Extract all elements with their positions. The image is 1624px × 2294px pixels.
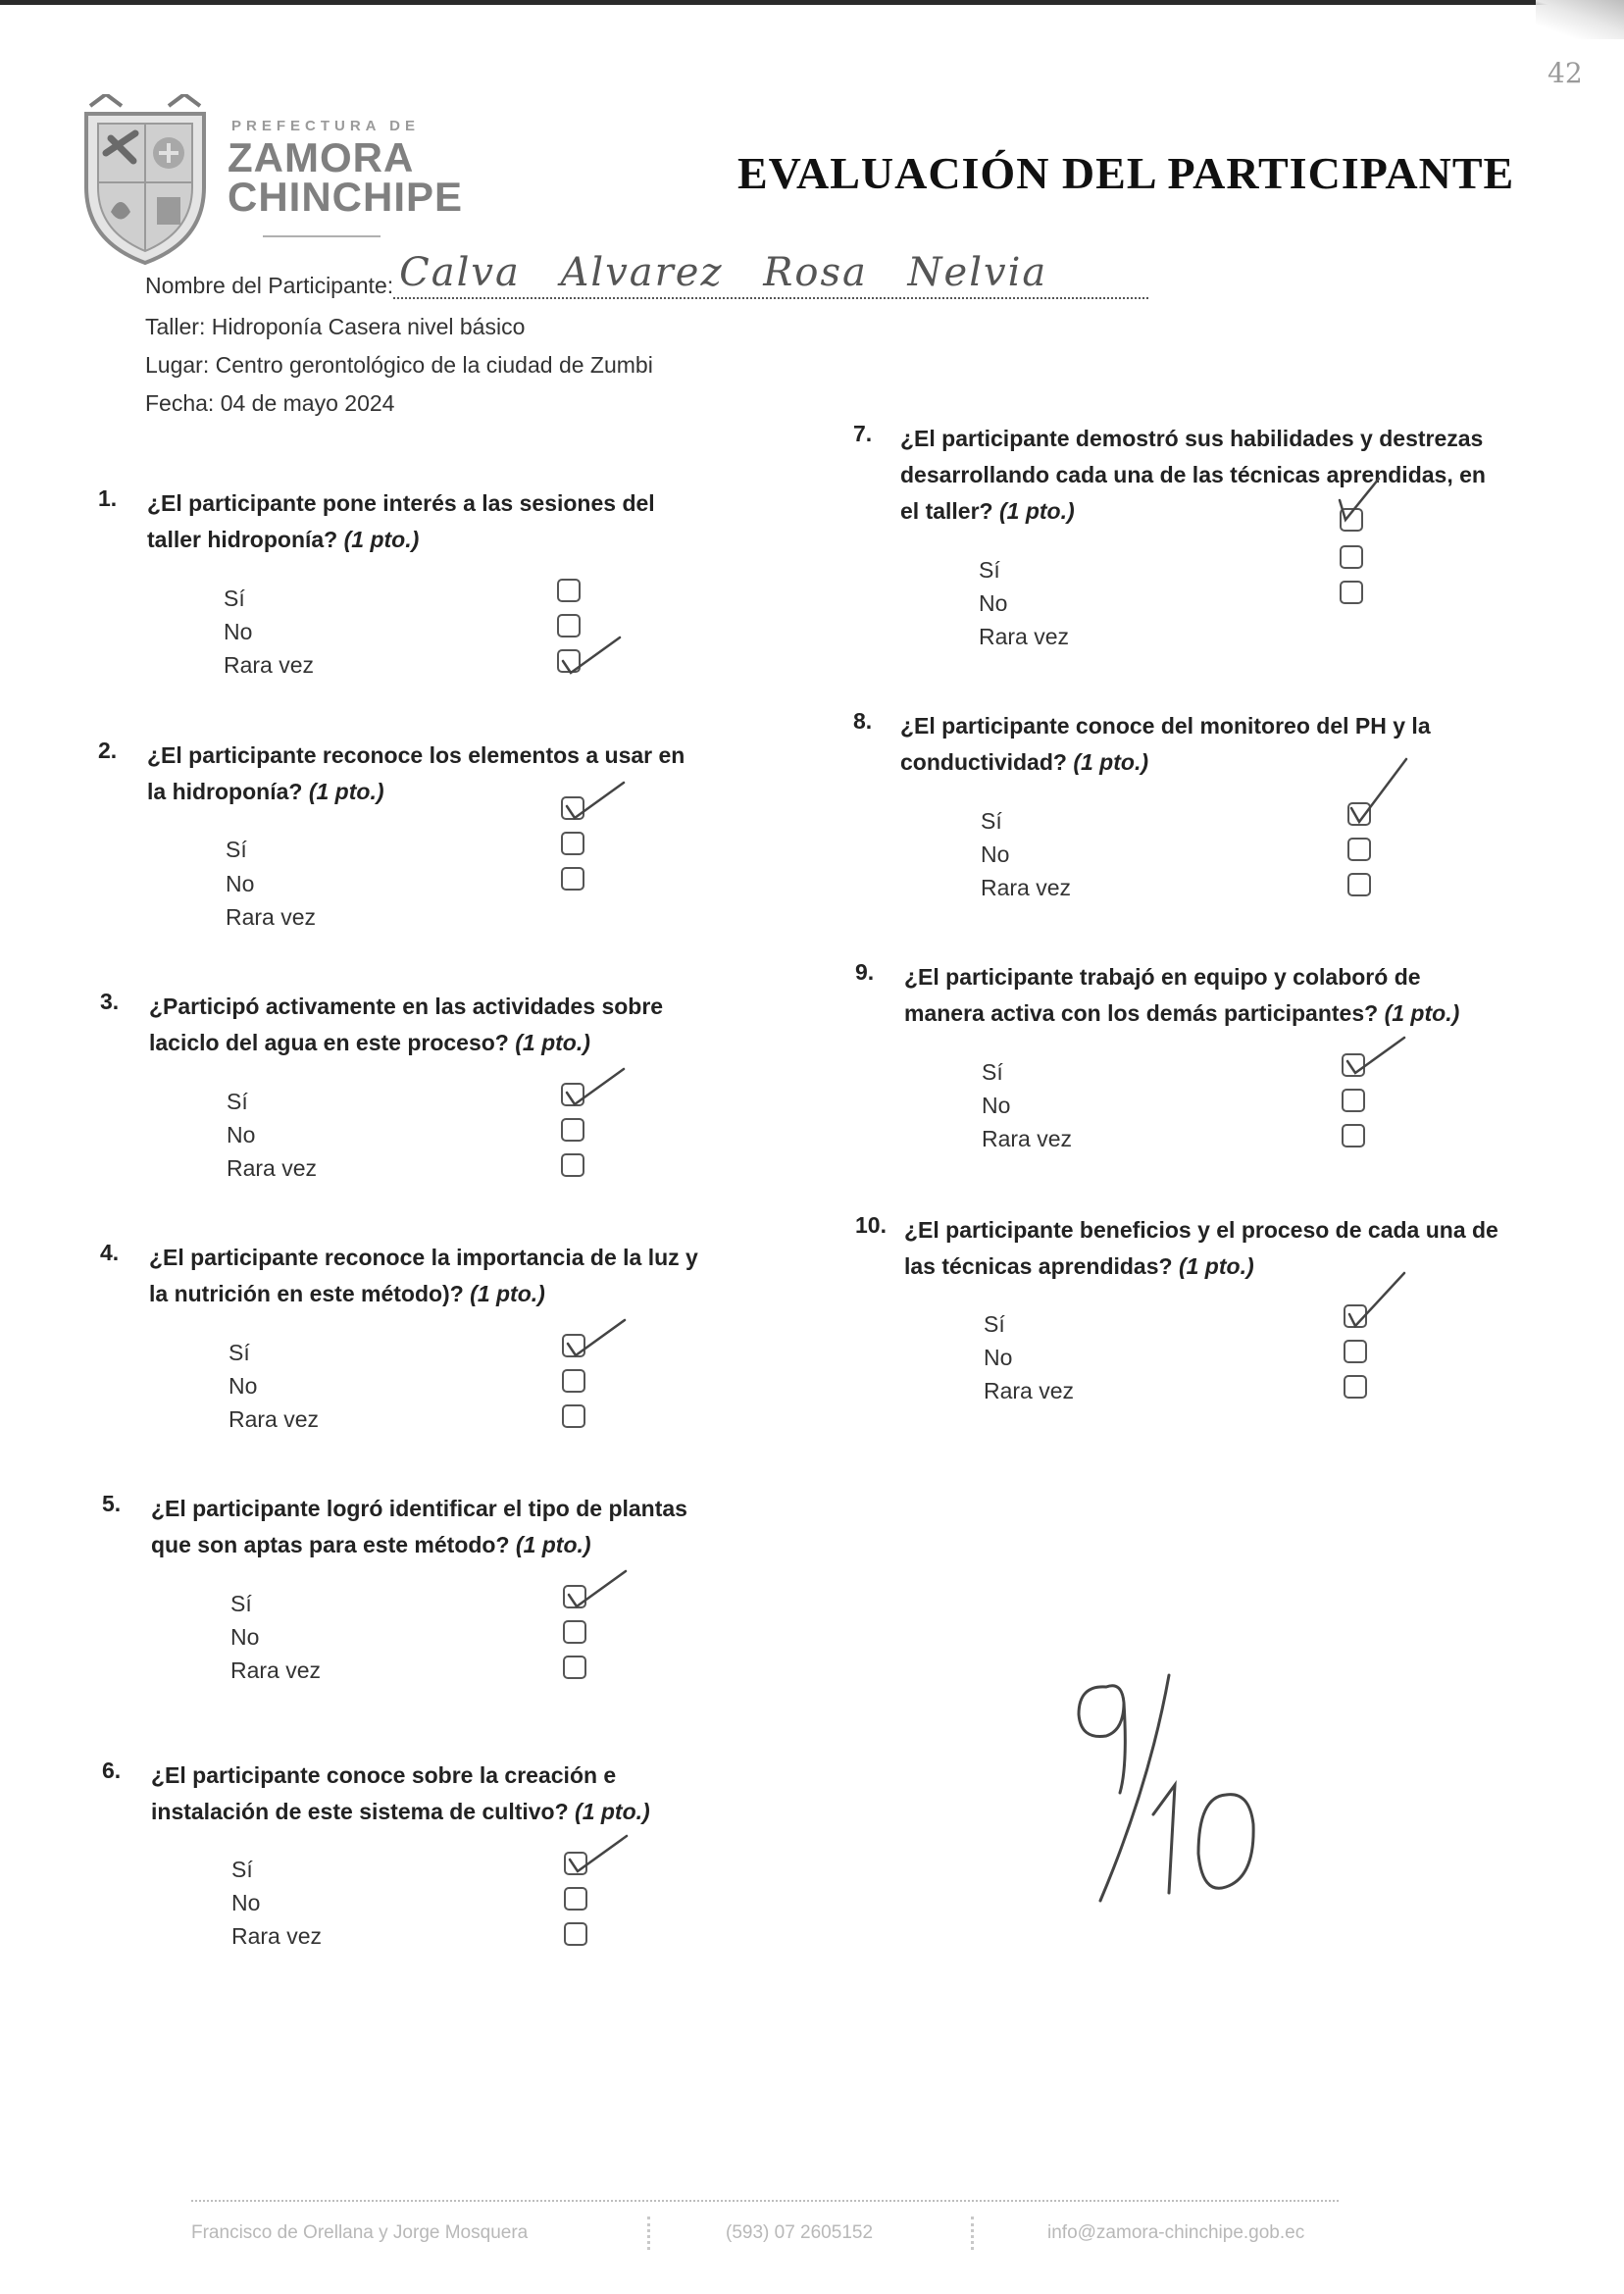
question-points: (1 pto.) [515, 1532, 591, 1557]
option-si-label: Sí [228, 1340, 250, 1365]
q5-checkbox-no[interactable] [563, 1620, 586, 1644]
option-si-label: Sí [224, 586, 245, 611]
option-no-label: No [226, 871, 255, 896]
q3-checkbox-rara-vez[interactable] [561, 1153, 584, 1177]
checkmark-icon [1345, 1032, 1408, 1083]
question-number: 3. [100, 989, 120, 1014]
handwritten-score [1059, 1667, 1294, 1922]
q5-checkbox-rara-vez[interactable] [563, 1656, 586, 1679]
question-points: (1 pto.) [575, 1799, 650, 1824]
checkmark-icon [1345, 1271, 1408, 1334]
footer-address: Francisco de Orellana y Jorge Mosquera [191, 2222, 529, 2243]
option-no-label: No [224, 619, 253, 644]
question-text: ¿El participante conoce del monitoreo del PH y la conductividad? (1 pto.) [900, 713, 1431, 775]
footer-email[interactable]: info@zamora-chinchipe.gob.ec [1047, 2222, 1305, 2243]
checkmark-icon [565, 1063, 628, 1114]
question-number: 5. [102, 1491, 122, 1516]
footer-divider [191, 2200, 1339, 2202]
scan-corner-shadow [1536, 0, 1624, 39]
participant-name-line [393, 250, 1148, 299]
checkmark-icon [567, 1565, 630, 1616]
question-text: ¿El participante pone interés a las sesiones del taller hidroponía? (1 pto.) [147, 490, 655, 552]
option-rara-vez-label: Rara vez [979, 624, 1070, 649]
q9-checkbox-no[interactable] [1342, 1089, 1365, 1112]
option-no-label: No [981, 841, 1010, 867]
question-number: 4. [100, 1240, 120, 1265]
footer-separator [647, 2217, 652, 2250]
q6-checkbox-rara-vez[interactable] [564, 1922, 587, 1946]
question-number: 10. [855, 1212, 887, 1238]
q4-checkbox-rara-vez[interactable] [562, 1404, 585, 1428]
question-points: (1 pto.) [999, 498, 1075, 524]
question-points: (1 pto.) [470, 1281, 545, 1306]
q10-checkbox-rara-vez[interactable] [1344, 1375, 1367, 1399]
q7-checkbox-no[interactable] [1340, 545, 1363, 569]
question-text: ¿El participante reconoce los elementos a usar en la hidroponía? (1 pto.) [147, 742, 685, 804]
option-si-label: Sí [981, 808, 1002, 834]
question-text: ¿El participante logró identificar el tipo de plantas que son aptas para este método? (1 pto.) [151, 1496, 687, 1557]
question-number: 8. [853, 708, 873, 734]
q6-checkbox-no[interactable] [564, 1887, 587, 1911]
logo-line-2: CHINCHIPE [228, 174, 464, 220]
option-si-label: Sí [979, 557, 1000, 583]
logo-underline [263, 235, 381, 237]
option-si-label: Sí [984, 1311, 1005, 1337]
participant-name-row [145, 250, 1148, 299]
q8-checkbox-rara-vez[interactable] [1347, 873, 1371, 896]
option-si-label: Sí [982, 1059, 1003, 1085]
option-rara-vez-label: Rara vez [984, 1378, 1075, 1403]
question-points: (1 pto.) [1384, 1000, 1460, 1026]
q2-checkbox-no[interactable] [561, 832, 584, 855]
question-number: 6. [102, 1758, 122, 1783]
question-points: (1 pto.) [1178, 1253, 1254, 1279]
page-number: 42 [1548, 57, 1583, 89]
option-no-label: No [227, 1122, 256, 1147]
option-si-label: Sí [226, 837, 247, 862]
document-title: EVALUACIÓN DEL PARTICIPANTE [737, 148, 1515, 198]
question-number: 9. [855, 959, 875, 985]
footer-phone: (593) 07 2605152 [726, 2222, 874, 2243]
option-si-label: Sí [230, 1591, 252, 1616]
option-no-label: No [228, 1373, 258, 1399]
question-points: (1 pto.) [343, 527, 420, 552]
footer-separator [971, 2217, 976, 2250]
option-rara-vez-label: Rara vez [228, 1406, 320, 1432]
question-points: (1 pto.) [308, 779, 384, 804]
option-no-label: No [984, 1345, 1013, 1370]
q3-checkbox-no[interactable] [561, 1118, 584, 1142]
option-rara-vez-label: Rara vez [231, 1923, 323, 1949]
logo-line-1: ZAMORA [228, 134, 415, 180]
participant-name-handwritten: Calva Alvarez Rosa Nelvia [399, 250, 1048, 295]
option-rara-vez-label: Rara vez [224, 652, 315, 678]
score-drawing [1059, 1667, 1294, 1922]
q1-checkbox-si[interactable] [557, 579, 581, 602]
question-text: ¿El participante reconoce la importancia de la luz y la nutrición en este método)? (1 pto.) [149, 1245, 698, 1306]
participant-name-label: Nombre del Participante: [145, 273, 394, 298]
logo [76, 94, 488, 271]
date-field: Fecha: 04 de mayo 2024 [145, 390, 395, 416]
question-number: 7. [853, 421, 873, 446]
option-si-label: Sí [227, 1089, 248, 1114]
option-no-label: No [230, 1624, 260, 1650]
q10-checkbox-no[interactable] [1344, 1340, 1367, 1363]
checkmark-icon [568, 1830, 631, 1881]
question-points: (1 pto.) [1073, 749, 1148, 775]
question-number: 2. [98, 738, 118, 763]
question-text: ¿Participó activamente en las actividades sobre laciclo del agua en este proceso? (1 pto.) [149, 994, 664, 1055]
checkmark-icon [566, 1314, 629, 1365]
option-no-label: No [979, 590, 1008, 616]
checkmark-icon [565, 777, 628, 828]
scan-edge [0, 0, 1624, 5]
q7-checkbox-rara-vez[interactable] [1340, 581, 1363, 604]
checkmark-icon [1349, 757, 1412, 830]
workshop-field: Taller: Hidroponía Casera nivel básico [145, 314, 526, 339]
option-rara-vez-label: Rara vez [981, 875, 1072, 900]
option-no-label: No [231, 1890, 261, 1915]
question-text: ¿El participante demostró sus habilidades y destrezas desarrollando cada una de las técnicas aprendidas, en el taller? (1 pto.) [900, 426, 1486, 524]
option-rara-vez-label: Rara vez [227, 1155, 318, 1181]
question-text: ¿El participante trabajó en equipo y colaboró de manera activa con los demás participantes? (1 pto.) [904, 964, 1460, 1026]
checkmark-icon [561, 632, 624, 683]
coat-of-arms-icon [76, 94, 214, 271]
q4-checkbox-no[interactable] [562, 1369, 585, 1393]
question-text: ¿El participante beneficios y el proceso de cada una de las técnicas aprendidas? (1 pto.) [904, 1217, 1498, 1279]
q2-checkbox-rara-vez[interactable] [561, 867, 584, 891]
option-rara-vez-label: Rara vez [982, 1126, 1073, 1151]
question-text: ¿El participante conoce sobre la creación e instalación de este sistema de cultivo? (1 pto.) [151, 1762, 650, 1824]
option-no-label: No [982, 1093, 1011, 1118]
checkmark-icon [1334, 477, 1396, 528]
option-rara-vez-label: Rara vez [226, 904, 317, 930]
q9-checkbox-rara-vez[interactable] [1342, 1124, 1365, 1147]
question-number: 1. [98, 485, 118, 511]
location-field: Lugar: Centro gerontológico de la ciudad de Zumbi [145, 352, 653, 378]
question-points: (1 pto.) [515, 1030, 590, 1055]
logo-prefix: PREFECTURA DE [231, 118, 420, 134]
q8-checkbox-no[interactable] [1347, 838, 1371, 861]
option-si-label: Sí [231, 1857, 253, 1882]
option-rara-vez-label: Rara vez [230, 1657, 322, 1683]
